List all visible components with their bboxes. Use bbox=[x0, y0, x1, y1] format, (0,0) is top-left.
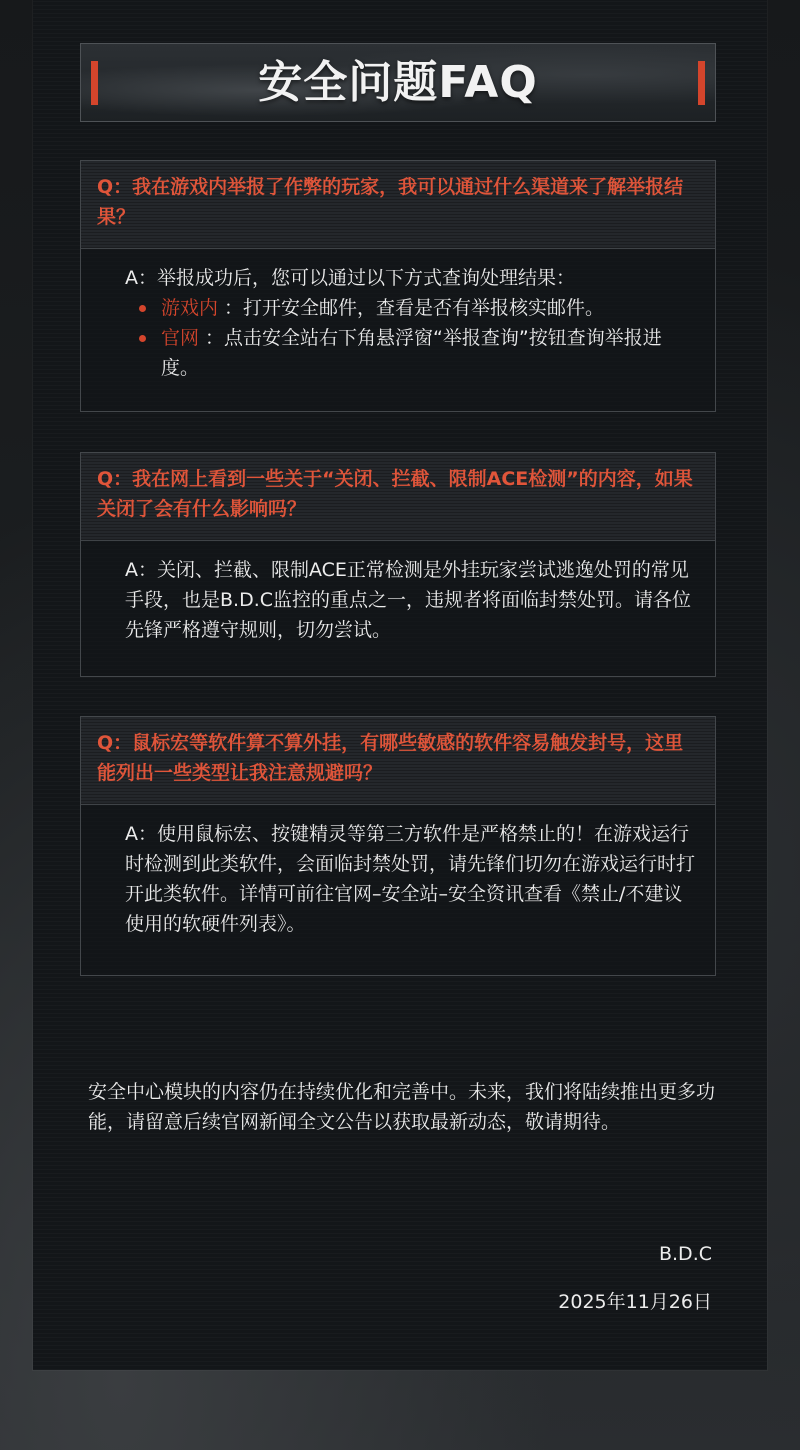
faq-card-2 bbox=[80, 452, 716, 677]
faq-answer-1 bbox=[81, 249, 715, 383]
signature: B.D.C bbox=[658, 1243, 712, 1265]
answer-bullet-item bbox=[125, 293, 695, 323]
faq-answer-2 bbox=[81, 541, 715, 645]
faq-answer-3 bbox=[81, 805, 715, 939]
page-title: 安全问题FAQ bbox=[258, 57, 538, 108]
bullet-dot-icon bbox=[139, 335, 146, 342]
answer-bullet-list bbox=[125, 293, 695, 383]
faq-card-1 bbox=[80, 160, 716, 412]
title-banner bbox=[80, 43, 716, 122]
bullet-text: ：点击安全站右下角悬浮窗“举报查询”按钮查询举报进度。 bbox=[161, 327, 662, 379]
faq-answer-1-intro: A：举报成功后，您可以通过以下方式查询处理结果： bbox=[125, 267, 575, 289]
bullet-dot-icon bbox=[139, 305, 146, 312]
bullet-term-game: 游戏内 bbox=[161, 297, 219, 319]
answer-bullet-item bbox=[125, 323, 695, 383]
faq-question-2: Q：我在网上看到一些关于“关闭、拦截、限制ACE检测”的内容，如果关闭了会有什么影响吗？ bbox=[81, 453, 715, 541]
footer-notice: 安全中心模块的内容仍在持续优化和完善中。未来，我们将陆续推出更多功能，请留意后续官网新闻全文公告以获取最新动态，敬请期待。 bbox=[88, 1081, 716, 1133]
faq-answer-3-text: A：使用鼠标宏、按键精灵等第三方软件是严格禁止的！在游戏运行时检测到此类软件，会面临封禁处罚，请先锋们切勿在游戏运行时打开此类软件。详情可前往官网–安全站–安全资讯查看《禁止/不建议使用的软硬件列表》。 bbox=[125, 823, 696, 935]
faq-question-1: Q：我在游戏内举报了作弊的玩家，我可以通过什么渠道来了解举报结果？ bbox=[81, 161, 715, 249]
faq-card-3 bbox=[80, 716, 716, 976]
title-accent-right bbox=[698, 61, 705, 105]
bullet-text: ：打开安全邮件，查看是否有举报核实邮件。 bbox=[218, 297, 605, 319]
faq-answer-2-text: A：关闭、拦截、限制ACE正常检测是外挂玩家尝试逃逸处罚的常见手段，也是B.D.C监控的重点之一，违规者将面临封禁处罚。请各位先锋严格遵守规则，切勿尝试。 bbox=[125, 559, 692, 641]
bullet-term-website: 官网 bbox=[161, 327, 200, 349]
publish-date: 2025年11月26日 bbox=[558, 1291, 712, 1313]
faq-question-3: Q：鼠标宏等软件算不算外挂，有哪些敏感的软件容易触发封号，这里能列出一些类型让我注意规避吗？ bbox=[81, 717, 715, 805]
